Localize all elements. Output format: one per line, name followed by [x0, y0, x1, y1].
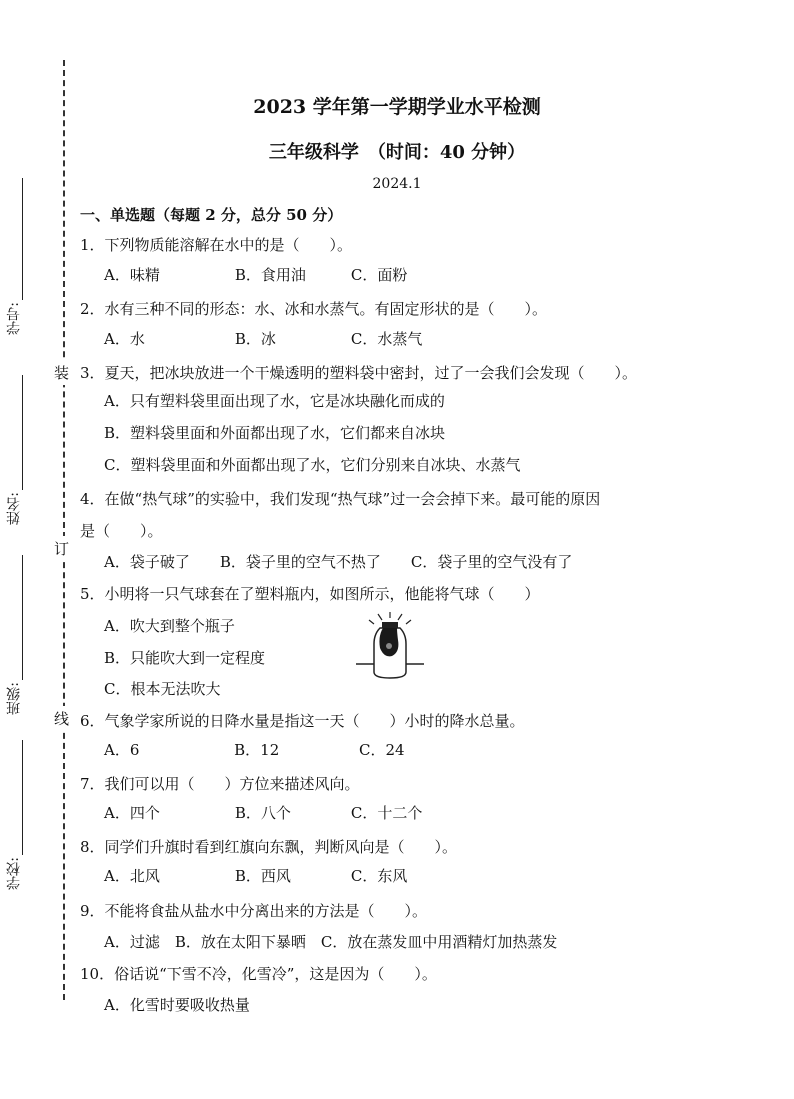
section-heading: 一、单选题（每题 2 分，总分 50 分） [80, 206, 343, 224]
question-4-options: A．袋子破了 B．袋子里的空气不热了 C．袋子里的空气没有了 [104, 553, 573, 571]
question-2: 2．水有三种不同的形态：水、冰和水蒸气。有固定形状的是（ ）。 [80, 300, 548, 318]
student-id-line[interactable] [22, 178, 23, 300]
name-label: 姓名: [6, 492, 22, 525]
class-label: 班级: [6, 682, 22, 715]
question-9-options: A．过滤 B．放在太阳下暴晒 C．放在蒸发皿中用酒精灯加热蒸发 [104, 933, 558, 951]
question-9: 9．不能将食盐从盐水中分离出来的方法是（ ）。 [80, 902, 428, 920]
question-6: 6．气象学家所说的日降水量是指这一天（ ）小时的降水总量。 [80, 712, 525, 730]
question-2-options: A．水 B．冰 C．水蒸气 [104, 330, 423, 348]
question-3-option-c: C．塑料袋里面和外面都出现了水，它们分别来自冰块、水蒸气 [104, 456, 521, 474]
question-7-options: A．四个 B．八个 C．十二个 [104, 804, 423, 822]
binding-dashed-line [63, 60, 65, 1000]
question-10-option-a: A．化雪时要吸收热量 [104, 996, 250, 1014]
question-4: 4．在做“热气球”的实验中，我们发现“热气球”过一会会掉下来。最可能的原因 [80, 490, 601, 508]
exam-subtitle: 三年级科学 （时间：40 分钟） [268, 142, 526, 163]
question-5-option-c: C．根本无法吹大 [104, 680, 221, 698]
question-8-options: A．北风 B．西风 C．东风 [104, 867, 408, 885]
question-3-option-b: B．塑料袋里面和外面都出现了水，它们都来自冰块 [104, 424, 446, 442]
question-5: 5．小明将一只气球套在了塑料瓶内，如图所示，他能将气球（ ） [80, 585, 540, 603]
question-1: 1．下列物质能溶解在水中的是（ ）。 [80, 236, 353, 254]
bind-char-zhuang: 装 [54, 360, 69, 385]
question-5-option-b: B．只能吹大到一定程度 [104, 649, 266, 667]
question-3: 3．夏天，把冰块放进一个干燥透明的塑料袋中密封，过了一会我们会发现（ ）。 [80, 364, 638, 382]
school-label: 学校: [6, 857, 22, 890]
class-line[interactable] [22, 555, 23, 680]
bind-char-ding: 订 [54, 536, 69, 561]
question-7: 7．我们可以用（ ）方位来描述风向。 [80, 775, 360, 793]
question-1-options: A．味精 B．食用油 C．面粉 [104, 266, 408, 284]
school-line[interactable] [22, 740, 23, 855]
question-8: 8．同学们升旗时看到红旗向东飘，判断风向是（ ）。 [80, 838, 458, 856]
name-line[interactable] [22, 375, 23, 490]
bind-char-xian: 线 [54, 706, 69, 731]
student-id-label: 学号: [6, 302, 22, 335]
exam-date: 2024.1 [372, 176, 422, 192]
question-10: 10．俗话说“下雪不冷，化雪冷”，这是因为（ ）。 [80, 965, 437, 983]
question-6-options: A．6 B．12 C．24 [104, 741, 405, 759]
question-3-option-a: A．只有塑料袋里面出现了水，它是冰块融化而成的 [104, 392, 445, 410]
question-5-option-a: A．吹大到整个瓶子 [104, 617, 235, 635]
question-4-cont: 是（ ）。 [80, 522, 163, 540]
exam-title: 2023 学年第一学期学业水平检测 [253, 96, 541, 118]
balloon-in-bottle-illustration [352, 612, 428, 684]
